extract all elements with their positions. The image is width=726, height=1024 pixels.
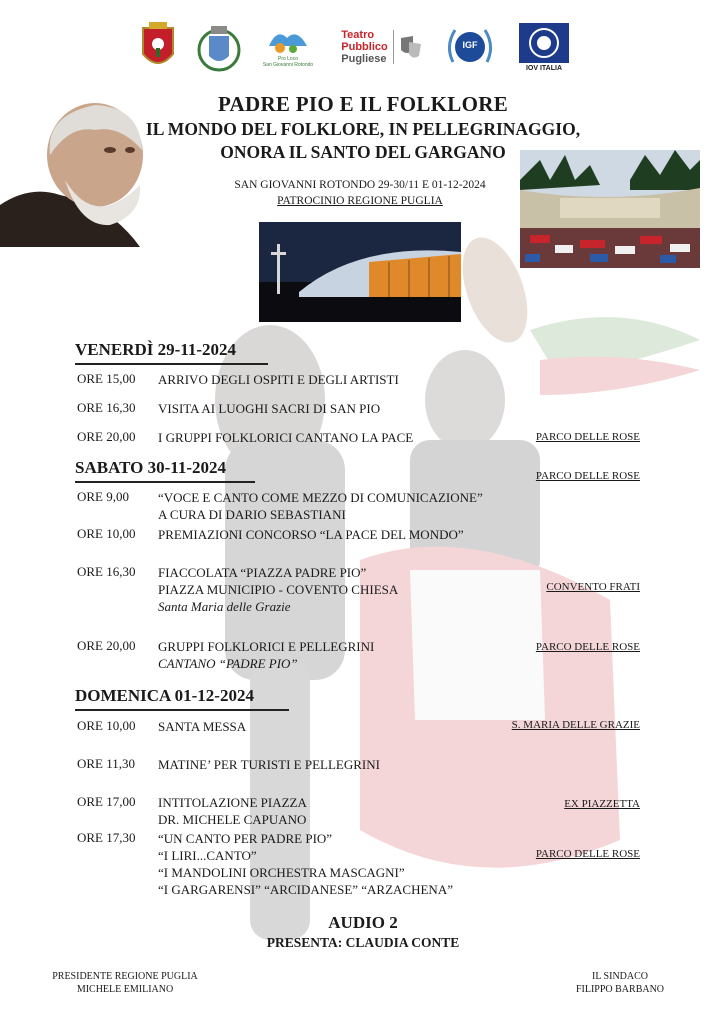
d2-title-location: PARCO DELLE ROSE [535,470,640,482]
d1-e3-time: ORE 20,00 [77,429,136,444]
d3-e3-line1: INTITOLAZIONE PIAZZA [158,795,307,810]
d2-e1-time: ORE 9,00 [77,489,129,504]
day-2-title: SABATO 30-11-2024 [75,458,226,477]
d1-e3-line1: I GRUPPI FOLKLORICI CANTANO LA PACE [158,430,414,445]
d3-e4-line2: “I LIRI...CANTO” [158,848,257,863]
event-info [200,177,520,209]
teatro-pubblico-pugliese-logo [334,22,430,72]
d2-e4-line2: CANTANO “PADRE PIO” [158,656,298,671]
d2-e3-time: ORE 16,30 [77,564,136,579]
footer-right-role: IL SINDACO [591,971,648,982]
d2-e4-location: PARCO DELLE ROSE [535,641,640,653]
teatro-line3: Pugliese [341,53,387,65]
audio-label: AUDIO 2 [328,913,398,932]
iov-text: IOV ITALIA [525,64,563,72]
footer-right-name: FILIPPO BARBANO [575,984,665,995]
d2-e3-location: CONVENTO FRATI [546,581,640,593]
d1-e2-time: ORE 16,30 [77,400,136,415]
d2-e2-time: ORE 10,00 [77,526,136,541]
church-night-photo [259,222,461,322]
d2-e3-line2: PIAZZA MUNICIPIO - COVENTO CHIESA [158,582,399,597]
regione-puglia-logo [140,22,176,72]
d3-e3-lines [158,794,307,828]
d3-e1-time: ORE 10,00 [77,718,136,733]
igf-logo [444,22,496,72]
footer-left-name: MICHELE EMILIANO [76,984,174,995]
d2-e1-lines [158,489,483,523]
d3-e2-time: ORE 11,30 [77,756,136,771]
d2-e4-line1: GRUPPI FOLKLORICI E PELLEGRINI [158,639,375,654]
d2-e3-line1: FIACCOLATA “PIAZZA PADRE PIO” [158,565,367,580]
theatre-masks-icon [399,34,423,60]
iov-italia-logo [512,22,576,72]
pro-loco-line1: Pro Loco [277,56,298,62]
teatro-line1: Teatro [341,29,375,41]
d1-e1-time: ORE 15,00 [77,371,136,386]
padre-pio-portrait [0,95,160,247]
d2-e4-lines [158,638,374,672]
presenter-label: PRESENTA: CLAUDIA CONTE [266,935,460,950]
d3-e1-line1: SANTA MESSA [158,719,247,734]
d1-e1-line1: ARRIVO DEGLI OSPITI E DEGLI ARTISTI [158,372,399,387]
event-subtitle-1: IL MONDO DEL FOLKLORE, IN PELLEGRINAGGIO, [145,119,581,139]
pro-loco-logo [262,22,314,72]
d3-e3-line2: DR. MICHELE CAPUANO [158,812,307,827]
d3-e2-line1: MATINE’ PER TURISTI E PELLEGRINI [158,757,380,772]
d1-e3-location: PARCO DELLE ROSE [535,431,640,443]
comune-crest-logo [196,22,242,72]
d1-e2-line1: VISITA AI LUOGHI SACRI DI SAN PIO [158,401,381,416]
d2-e4-time: ORE 20,00 [77,638,136,653]
event-title: PADRE PIO E IL FOLKLORE [217,92,509,116]
d3-e4-line3: “I MANDOLINI ORCHESTRA MASCAGNI” [158,865,405,880]
footer-right [555,970,685,996]
teatro-line2: Pubblico [341,41,388,53]
event-patronage: PATROCINIO REGIONE PUGLIA [277,195,443,207]
d3-e3-location: EX PIAZZETTA [564,798,640,810]
day-1-underline [75,363,268,365]
igf-text: IGF [462,40,478,50]
day-3-title: DOMENICA 01-12-2024 [75,686,254,705]
d2-e3-line3: Santa Maria delle Grazie [158,599,291,614]
d2-e1-line2: A CURA DI DARIO SEBASTIANI [158,507,346,522]
d3-e4-location: PARCO DELLE ROSE [535,848,640,860]
d3-e1-location: S. MARIA DELLE GRAZIE [511,719,640,731]
day-3-underline [75,709,289,711]
footer-left-role: PRESIDENTE REGIONE PUGLIA [52,971,198,982]
d2-e3-lines [158,564,398,615]
event-dates: SAN GIOVANNI ROTONDO 29-30/11 E 01-12-2024 [234,179,486,191]
d2-e1-line1: “VOCE E CANTO COME MEZZO DI COMUNICAZIONE” [158,490,483,505]
day-1-title: VENERDÌ 29-11-2024 [75,340,237,359]
pro-loco-line2: San Giovanni Rotondo [262,62,314,68]
d3-e4-time: ORE 17,30 [77,830,136,845]
d3-e4-line1: “UN CANTO PER PADRE PIO” [158,831,333,846]
d3-e3-time: ORE 17,00 [77,794,136,809]
folklore-groups-photo [520,150,700,268]
day-2-underline [75,481,255,483]
d2-e2-line1: PREMIAZIONI CONCORSO “LA PACE DEL MONDO” [158,527,464,542]
event-subtitle-2: ONORA IL SANTO DEL GARGANO [220,142,506,162]
footer-left [40,970,210,996]
d3-e4-lines [158,830,453,898]
d3-e4-line4: “I GARGARENSI” “ARCIDANESE” “ARZACHENA” [158,882,453,897]
